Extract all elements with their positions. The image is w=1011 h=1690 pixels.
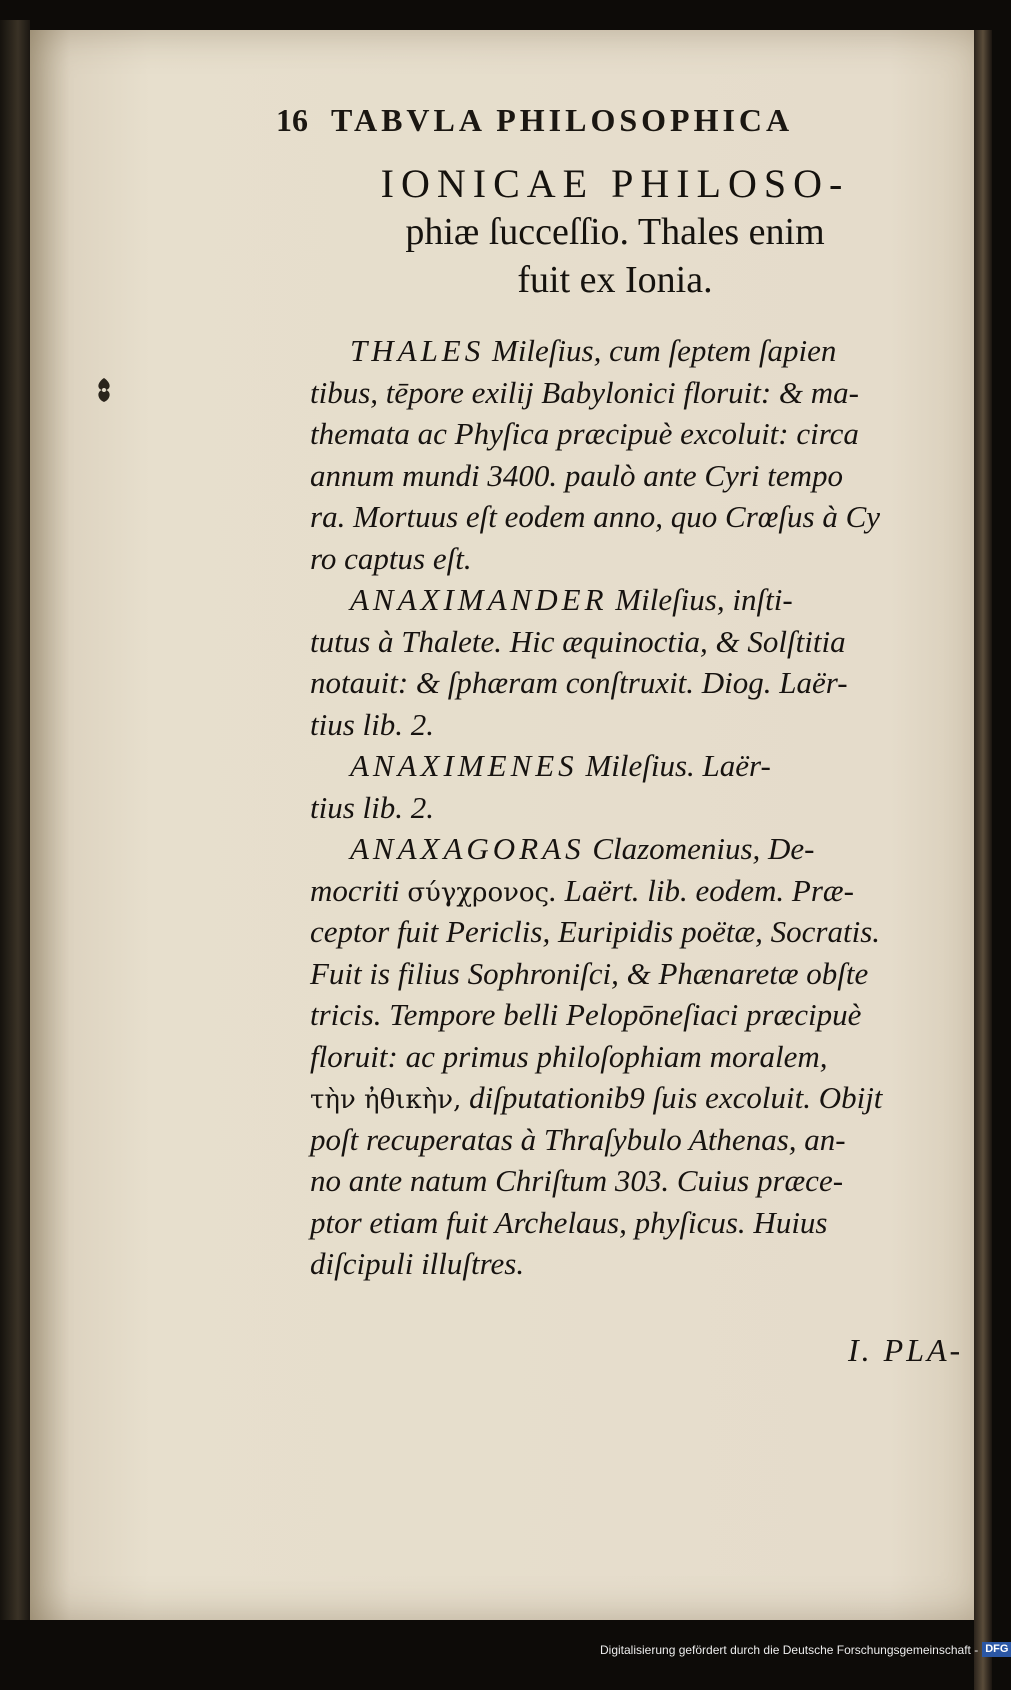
text-line: notauit: & ſphæram conſtruxit. Diog. Laër- — [310, 665, 848, 700]
heading-line-3: fuit ex Ionia. — [517, 259, 713, 301]
margin-ornament-icon — [92, 376, 116, 404]
footer-text: Digitalisierung gefördert durch die Deutsche Forschungsgemeinschaft - — [600, 1642, 979, 1657]
text-line — [310, 745, 970, 787]
name-anaximenes: ANAXIMENES — [350, 748, 578, 783]
text-line: floruit: ac primus philoſophiam moralem, — [310, 1038, 828, 1074]
name-anaximander: ANAXIMANDER — [350, 582, 608, 617]
page-edge — [974, 30, 992, 1690]
name-thales: THALES — [350, 333, 485, 368]
running-head — [276, 102, 916, 152]
text-line — [310, 579, 970, 621]
text-span: Mileſius, inſti- — [607, 582, 793, 617]
text-line: themata ac Phyſica præcipuè excoluit: circa — [310, 416, 859, 451]
text-line — [310, 1077, 970, 1119]
text-line: tutus à Thalete. Hic æquinoctia, & Solſtitia — [310, 623, 846, 659]
text-line: no ante natum Chriſtum 303. Cuius præce- — [310, 1163, 844, 1198]
greek-word: σύγχρονος — [407, 877, 550, 908]
text-span: Mileſius. Laër- — [577, 748, 771, 783]
book-page — [30, 30, 988, 1620]
text-line — [310, 870, 970, 912]
heading-line-2: phiæ ſucceſſio. Thales enim — [405, 211, 825, 253]
text-line: tius lib. 2. — [310, 789, 435, 825]
text-line — [310, 828, 970, 870]
text-line: tius lib. 2. — [310, 706, 435, 742]
running-title: TABVLA PHILOSOPHICA — [331, 102, 794, 138]
text-line: ceptor fuit Periclis, Euripidis poëtæ, Socratis. — [310, 914, 881, 949]
text-line: poſt recuperatas à Thraſybulo Athenas, an- — [310, 1121, 846, 1157]
text-line — [310, 330, 970, 372]
text-line: ro captus eſt. — [310, 540, 472, 576]
text-span: Mileſius, cum ſeptem ſapien — [484, 333, 837, 368]
name-anaxagoras: ANAXAGORAS — [350, 831, 585, 866]
catchword: I. PLA- — [848, 1332, 964, 1368]
greek-phrase: τὴν ἠθικὴν, — [310, 1085, 462, 1115]
text-line: diſcipuli illuſtres. — [310, 1246, 525, 1281]
dfg-logo: DFG — [982, 1642, 1011, 1657]
footer-banner — [600, 1638, 1009, 1660]
text-line: tibus, tēpore exilij Babylonici floruit: & ma- — [310, 374, 860, 410]
text-line: ptor etiam fuit Archelaus, phyſicus. Huius — [310, 1204, 828, 1240]
book-binding — [0, 20, 30, 1620]
text-line: annum mundi 3400. paulò ante Cyri tempo — [310, 457, 843, 493]
text-span: Clazomenius, De- — [584, 831, 815, 866]
heading-line-1: IONICAE PHILOSO- — [380, 161, 850, 206]
text-line: Fuit is filius Sophroniſci, & Phænaretæ obſte — [310, 955, 869, 991]
text-line: ra. Mortuus eſt eodem anno, quo Crœſus à Cy — [310, 499, 881, 534]
text-span: . Laërt. lib. eodem. Præ- — [549, 872, 854, 908]
text-span: diſputationib9 ſuis excoluit. Obijt — [461, 1080, 883, 1115]
text-span: mocriti — [310, 872, 408, 908]
body-text — [310, 330, 970, 1285]
text-line: tricis. Tempore belli Pelopōneſiaci præcipuè — [310, 997, 862, 1032]
page-number: 16 — [276, 102, 308, 138]
section-heading — [290, 160, 940, 304]
